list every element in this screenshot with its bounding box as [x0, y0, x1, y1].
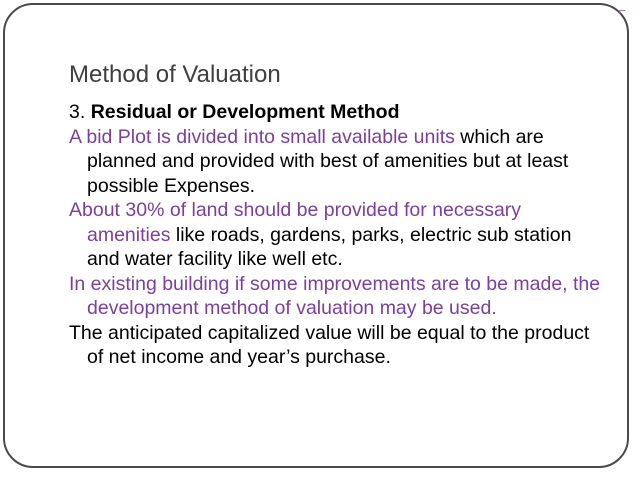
paragraph-plot-division-highlight: A bid Plot is divided into small available units	[69, 125, 455, 148]
method-number: 3.	[69, 101, 86, 123]
paragraph-capitalized-value: The anticipated capitalized value will be equal to the product of net income and year’s purchase.	[69, 321, 590, 368]
slide-corner-icon: ⌐	[618, 3, 626, 18]
paragraph-amenities-highlight: About 30% of land should be provided for necessary amenities	[69, 199, 522, 246]
slide-body	[69, 100, 609, 370]
method-heading	[69, 100, 609, 125]
paragraph-existing-building: In existing building if some improvements are to be made, the development method of valuation may be used.	[69, 272, 601, 319]
paragraph-amenities	[69, 198, 609, 272]
paragraph-plot-division	[69, 125, 609, 199]
slide-title: Method of Valuation	[69, 61, 281, 88]
paragraph-plot-division-text: which are planned and provided with best of amenities but at least possible Expenses.	[87, 125, 569, 197]
paragraph-amenities-text: like roads, gardens, parks, electric sub station and water facility like well etc.	[87, 223, 572, 270]
method-name: Residual or Development Method	[90, 101, 400, 123]
